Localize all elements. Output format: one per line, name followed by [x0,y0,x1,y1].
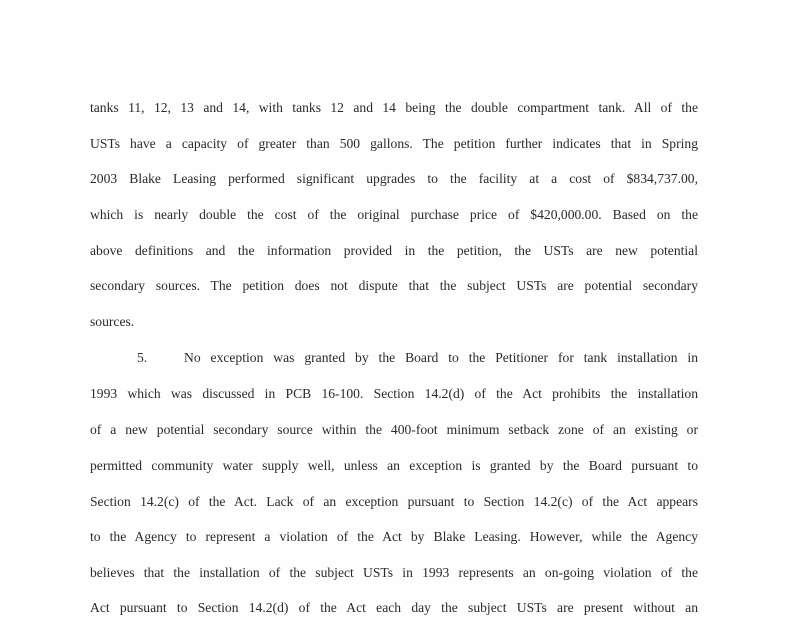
paragraph-5-line-4: permitted community water supply well, unless an exception is granted by the Board pursuant to [90,458,698,473]
paragraph-5-line-2: 1993 which was discussed in PCB 16-100. Section 14.2(d) of the Act prohibits the installation [90,386,698,401]
paragraph-4-line-5: above definitions and the information provided in the petition, the USTs are new potential [90,243,698,258]
paragraph-5-line-7: believes that the installation of the subject USTs in 1993 represents an on-going violation of the [90,565,698,580]
paragraph-4-line-6: secondary sources. The petition does not dispute that the subject USTs are potential secondary [90,278,698,293]
paragraph-4-line-7: sources. [90,314,135,329]
paragraph-4-line-4: which is nearly double the cost of the original purchase price of $420,000.00. Based on the [90,207,698,222]
paragraph-5-line-8: Act pursuant to Section 14.2(d) of the Act each day the subject USTs are present without an [90,600,698,615]
paragraph-5-number: 5. [137,350,148,365]
paragraph-5-line-1: No exception was granted by the Board to the Petitioner for tank installation in [184,350,698,365]
paragraph-5-line-5: Section 14.2(c) of the Act. Lack of an exception pursuant to Section 14.2(c) of the Act appears [90,494,698,509]
paragraph-4-line-2: USTs have a capacity of greater than 500 gallons. The petition further indicates that in Spring [90,136,698,151]
paragraph-4-line-1: tanks 11, 12, 13 and 14, with tanks 12 and 14 being the double compartment tank. All of the [90,100,698,115]
paragraph-5-line-3: of a new potential secondary source within the 400-foot minimum setback zone of an existing or [90,422,698,437]
paragraph-5-line-6: to the Agency to represent a violation of the Act by Blake Leasing. However, while the Agency [90,529,698,544]
paragraph-4-line-3: 2003 Blake Leasing performed significant upgrades to the facility at a cost of $834,737.00, [90,171,698,186]
